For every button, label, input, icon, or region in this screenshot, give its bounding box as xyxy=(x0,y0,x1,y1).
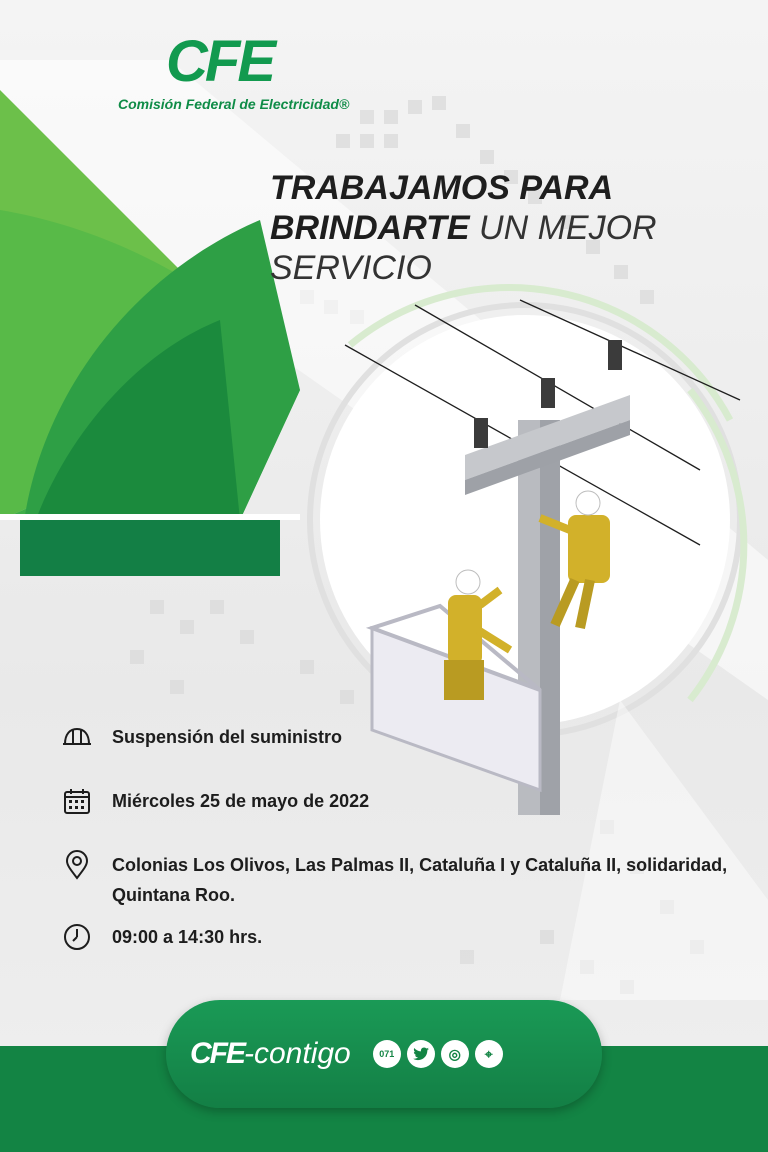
suspension-text: Suspensión del suministro xyxy=(112,727,343,747)
headline-line3: SERVICIO xyxy=(270,249,432,287)
brand-cfe: CFE xyxy=(190,1037,244,1070)
app-icon[interactable]: ◎ xyxy=(441,1040,469,1068)
cfe-logo-mark: CFE xyxy=(166,29,273,94)
headline-line1: TRABAJAMOS PARA xyxy=(270,169,614,207)
clock-icon xyxy=(62,922,92,952)
headline-line2-light: UN MEJOR xyxy=(469,209,657,247)
date-text: Miércoles 25 de mayo de 2022 xyxy=(112,791,370,811)
map-pin-icon[interactable]: ⌖ xyxy=(475,1040,503,1068)
info-date xyxy=(62,786,369,816)
social-icons xyxy=(373,1040,503,1068)
time-text: 09:00 a 14:30 hrs. xyxy=(112,927,263,947)
footer-cfe-contigo xyxy=(166,1000,602,1108)
info-location xyxy=(62,850,742,910)
twitter-icon[interactable] xyxy=(407,1040,435,1068)
info-suspension xyxy=(62,722,342,752)
brand-contigo: -contigo xyxy=(244,1037,351,1070)
hard-hat-icon xyxy=(62,722,92,752)
headline xyxy=(270,168,710,288)
info-time xyxy=(62,922,262,952)
brand-contigo-text: contigo xyxy=(254,1037,351,1070)
cfe-logo-subtitle: Comisión Federal de Electricidad® xyxy=(118,96,350,112)
calendar-icon xyxy=(62,786,92,816)
headline-line2-bold: BRINDARTE xyxy=(270,209,470,247)
cfe-contigo-brand xyxy=(190,1037,351,1071)
phone-071-icon[interactable]: 071 xyxy=(373,1040,401,1068)
location-pin-icon xyxy=(62,850,92,880)
location-text: Colonias Los Olivos, Las Palmas II, Cataluña I y Cataluña II, solidaridad, Quintana Roo. xyxy=(112,855,728,905)
